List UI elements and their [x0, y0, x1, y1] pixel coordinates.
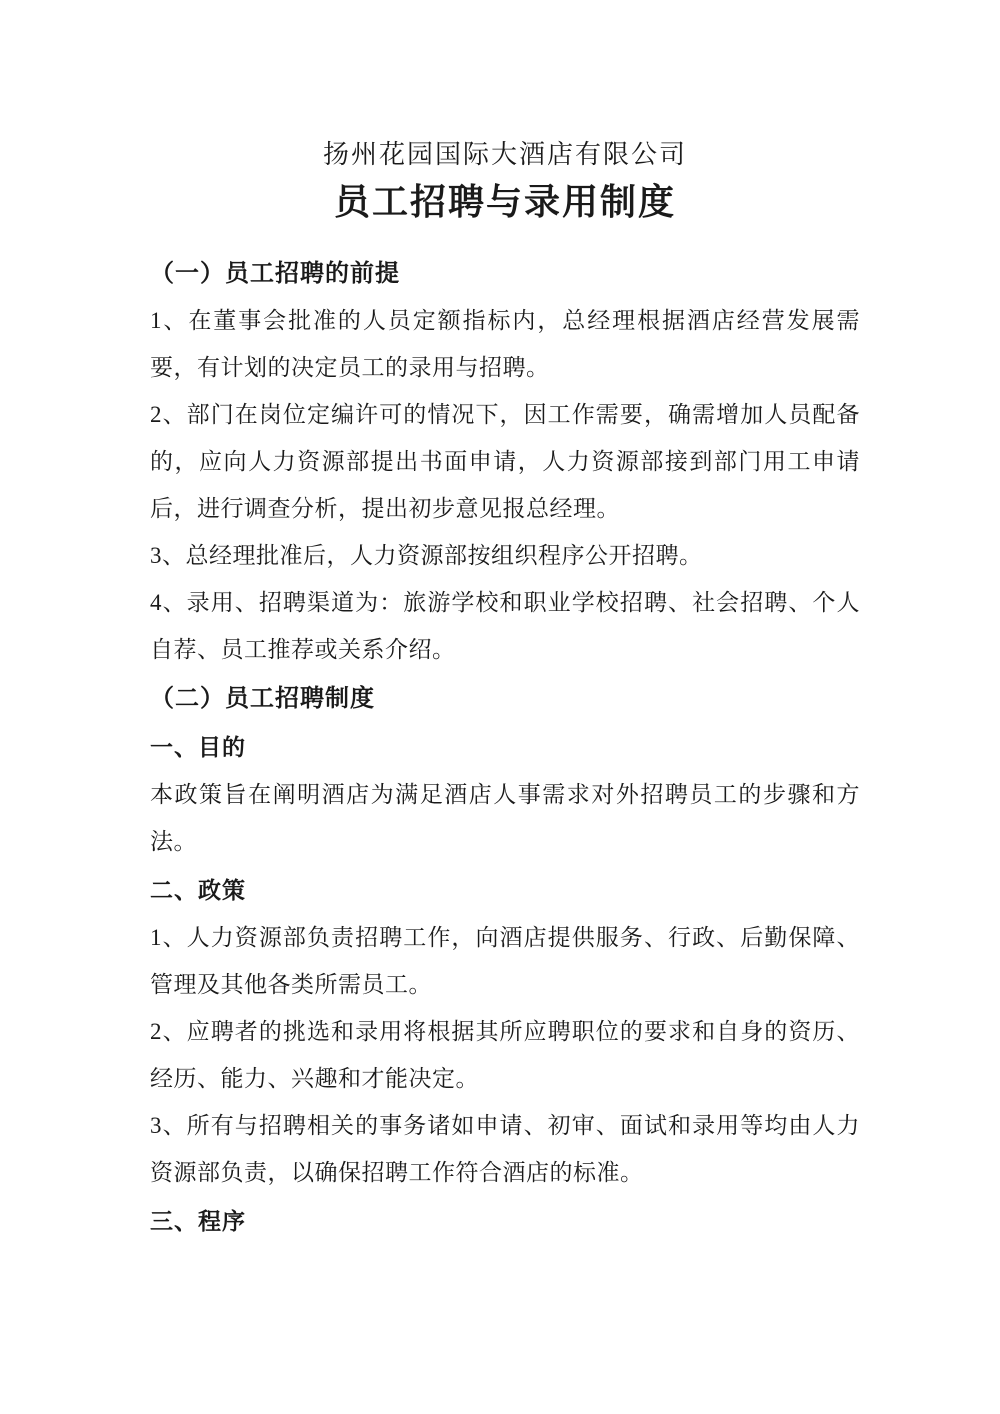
paragraph: 4、录用、招聘渠道为：旅游学校和职业学校招聘、社会招聘、个人自荐、员工推荐或关系介绍。 [150, 590, 860, 663]
sub-heading: 三、程序 [150, 1208, 246, 1235]
paragraph: 3、总经理批准后，人力资源部按组织程序公开招聘。 [150, 543, 703, 569]
sub-heading: 一、目的 [150, 734, 246, 761]
document-title: 员工招聘与录用制度 [333, 181, 676, 222]
paragraph: 本政策旨在阐明酒店为满足酒店人事需求对外招聘员工的步骤和方法。 [150, 782, 860, 855]
section-heading: （二）员工招聘制度 [150, 685, 375, 713]
paragraph: 2、应聘者的挑选和录用将根据其所应聘职位的要求和自身的资历、经历、能力、兴趣和才能决定。 [150, 1019, 860, 1092]
paragraph: 2、部门在岗位定编许可的情况下，因工作需要，确需增加人员配备的，应向人力资源部提出书面申请，人力资源部接到部门用工申请后，进行调查分析，提出初步意见报总经理。 [150, 402, 860, 522]
section-heading: （一）员工招聘的前提 [150, 260, 400, 288]
paragraph: 1、在董事会批准的人员定额指标内，总经理根据酒店经营发展需要，有计划的决定员工的录用与招聘。 [150, 308, 860, 381]
document-body [150, 250, 860, 1245]
paragraph: 3、所有与招聘相关的事务诸如申请、初审、面试和录用等均由人力资源部负责，以确保招聘工作符合酒店的标准。 [150, 1113, 860, 1186]
paragraph: 1、人力资源部负责招聘工作，向酒店提供服务、行政、后勤保障、管理及其他各类所需员工。 [150, 925, 860, 998]
sub-heading: 二、政策 [150, 877, 246, 904]
company-name: 扬州花园国际大酒店有限公司 [322, 140, 687, 169]
